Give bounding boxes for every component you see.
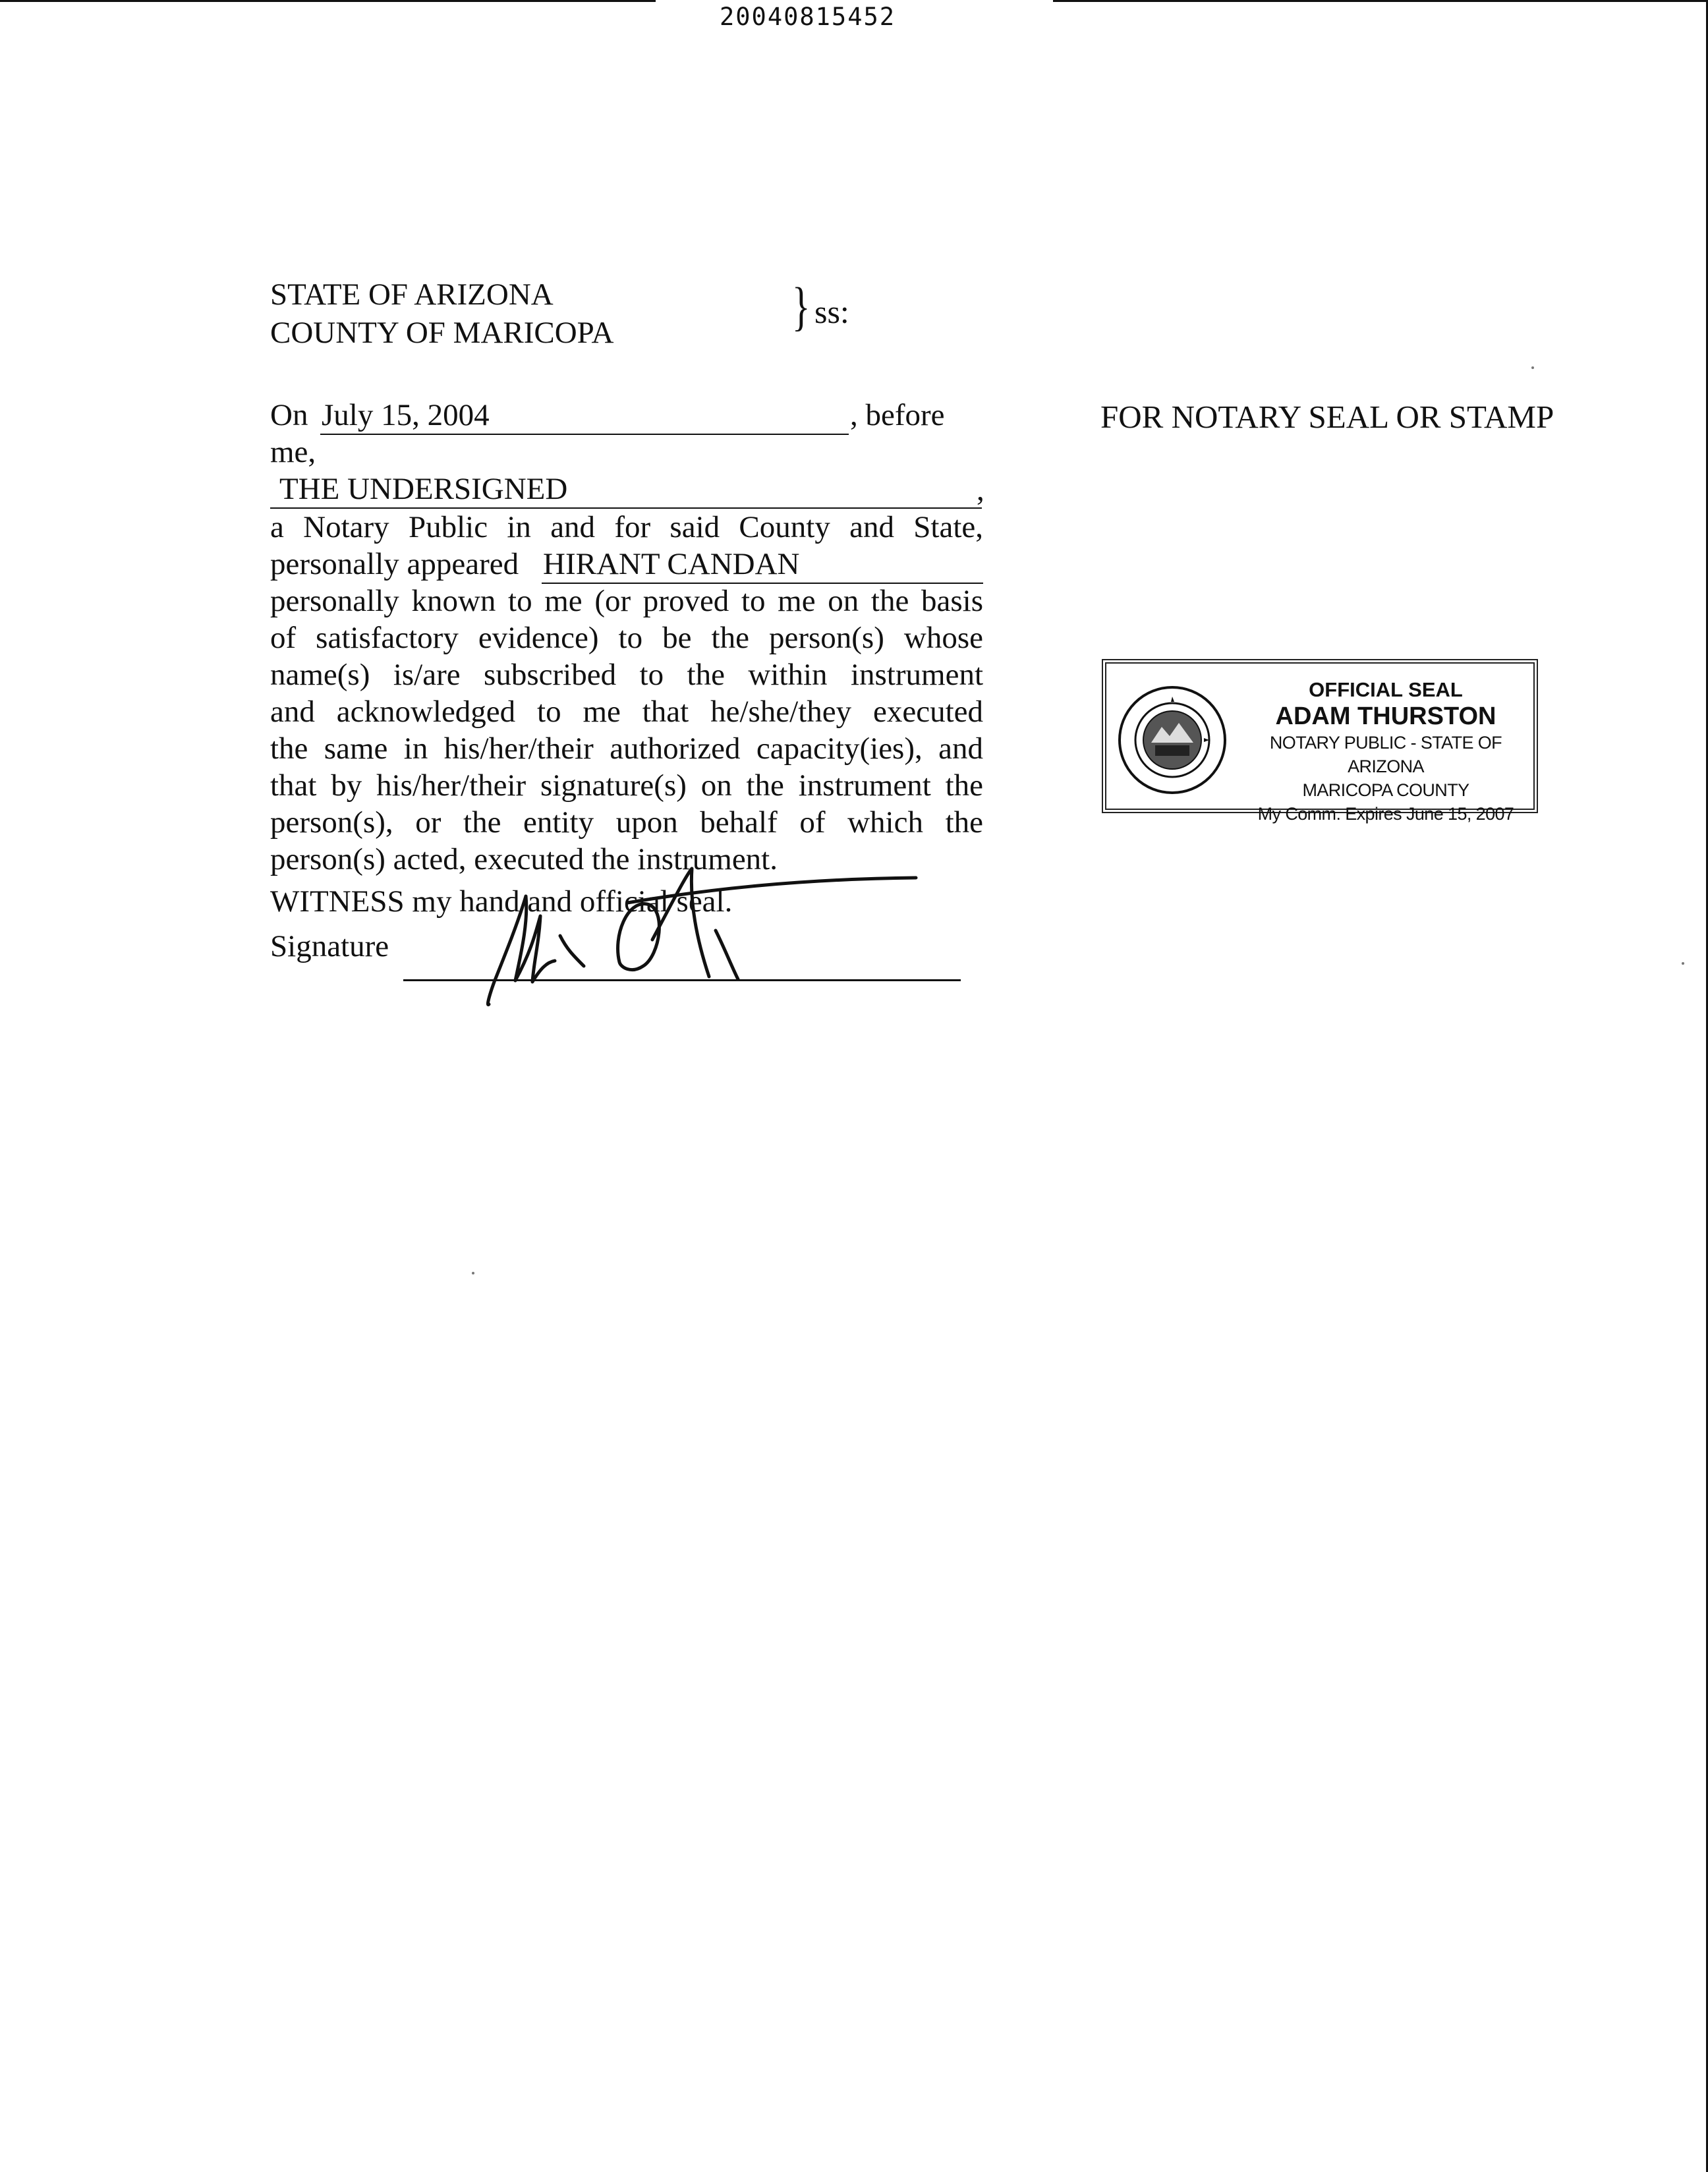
- top-border-left: [0, 0, 656, 2]
- ack-date: July 15, 2004: [322, 398, 490, 432]
- venue-brace: }: [791, 276, 811, 336]
- notary-name: THE UNDERSIGNED: [279, 472, 568, 506]
- ack-body-line-4: of satisfactory evidence) to be the person(s) whose: [270, 621, 983, 655]
- state-seal-emblem: [1113, 674, 1232, 806]
- scan-speck-1: [1531, 366, 1534, 369]
- stamp-county: MARICOPA COUNTY: [1302, 780, 1469, 800]
- venue-ss: ss:: [814, 293, 849, 330]
- stamp-commission-state: NOTARY PUBLIC - STATE OF ARIZONA: [1269, 733, 1502, 776]
- ack-body-line-7: the same in his/her/their authorized capacity(ies), and: [270, 731, 983, 766]
- witness-line: WITNESS my hand and official seal.: [270, 884, 733, 919]
- ack-body-line-6: and acknowledged to me that he/she/they executed: [270, 695, 983, 729]
- document-number: 20040815452: [720, 3, 896, 31]
- venue-county: COUNTY OF MARICOPA: [270, 316, 614, 350]
- ack-body-line-8: that by his/her/their signature(s) on the instrument the: [270, 768, 983, 803]
- ack-body-line-3: personally known to me (or proved to me on the basis: [270, 584, 983, 618]
- handwritten-signature: [455, 850, 929, 1021]
- appeared-name: HIRANT CANDAN: [543, 547, 800, 581]
- ack-body-line-9: person(s), or the entity upon behalf of which the: [270, 805, 983, 840]
- notary-name-field: [270, 471, 982, 509]
- notary-stamp: [1102, 659, 1538, 824]
- ack-body-line-1: a Notary Public in and for said County and State,: [270, 510, 983, 544]
- stamp-expiration: My Comm. Expires June 15, 2007: [1257, 804, 1514, 824]
- ack-body-line-2: personally appeared: [270, 547, 519, 581]
- stamp-title: OFFICIAL SEAL: [1309, 678, 1463, 701]
- notary-seal-heading: FOR NOTARY SEAL OR STAMP: [1100, 399, 1554, 435]
- scan-speck-3: [472, 1272, 474, 1274]
- notary-name-comma: ,: [977, 473, 984, 507]
- stamp-text-block: [1236, 678, 1536, 826]
- appeared-name-field: [542, 546, 983, 584]
- venue-block: [270, 275, 613, 352]
- ack-prefix: On: [270, 398, 308, 432]
- ack-body-line-5: name(s) is/are subscribed to the within instrument: [270, 658, 983, 692]
- top-border-right: [1053, 0, 1708, 2]
- ack-before: , before: [850, 398, 945, 432]
- signature-label: Signature: [270, 929, 389, 963]
- stamp-notary-name: ADAM THURSTON: [1275, 702, 1496, 730]
- ack-date-field: [320, 397, 849, 435]
- ack-body-line-10: person(s) acted, executed the instrument.: [270, 842, 778, 876]
- scan-speck-2: [1682, 962, 1684, 965]
- ack-me: me,: [270, 435, 316, 469]
- venue-state: STATE OF ARIZONA: [270, 277, 554, 312]
